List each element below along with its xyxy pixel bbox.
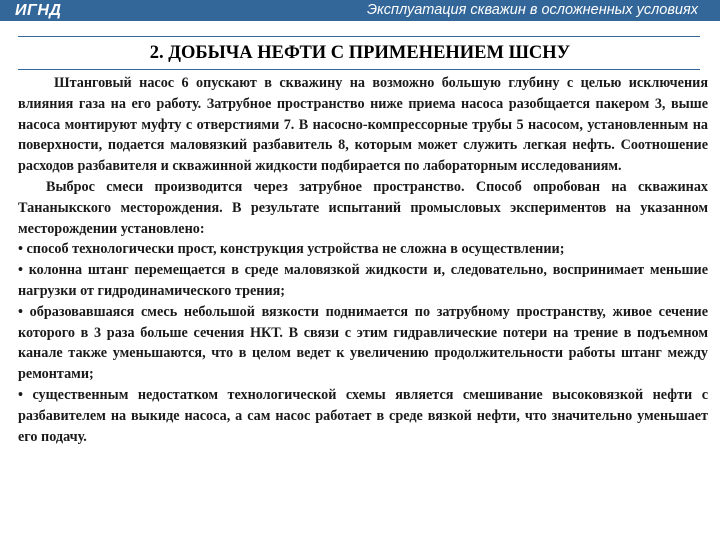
paragraph-mixture-discharge: Выброс смеси производится через затрубное пространство. Способ опробован на скважинах Тананыкского месторождения. В результате испытаний промысловых экспериментов на указанном месторождении установлено: [18,178,708,237]
bullet-item: • колонна штанг перемещается в среде маловязкой жидкости и, следовательно, воспринимает меньшие нагрузки от гидродинамического трения; [18,262,708,299]
slide-title: 2. ДОБЫЧА НЕФТИ С ПРИМЕНЕНИЕМ ШСНУ [149,43,571,63]
header-institution: ИГНД [15,2,62,19]
bullet-item: • существенным недостатком технологической схемы является смешивание высоковязкой нефти с разбавителем на выкиде насоса, а сам насос работает в среде вязкой нефти, что значительно уменьшает его подачу. [18,386,708,445]
paragraph-pump-description: Штанговый насос 6 опускают в скважину на возможно большую глубину с целью исключения влияния газа на его работу. Затрубное пространство ниже приема насоса разобщается пакером 3, выше насоса монтируют муфту с отверстиями 7. В насосно-компрессорные трубы 5 насосом, установленным на поверхности, подается маловязкий разбавитель 8, которым может служить легкая нефть. Соотношение расходов разбавителя и скважинной жидкости подбирается по лабораторным исследованиям. [18,75,708,175]
slide-body [18,73,708,447]
header-course-title: Эксплуатация скважин в осложненных условиях [366,2,698,18]
bullet-item: • образовавшаяся смесь небольшой вязкости поднимается по затрубному пространству, живое сечение которого в 3 раза больше сечения НКТ. В связи с этим гидравлические потери на трение в подъемном канале также уменьшаются, что в целом ведет к увеличению продолжительности работы штанг между ремонтами; [18,303,708,383]
title-rule-top [18,36,700,37]
header-bar [0,0,720,21]
title-rule-bottom [18,69,700,70]
bullet-item: • способ технологически прост, конструкция устройства не сложна в осуществлении; [18,241,565,258]
